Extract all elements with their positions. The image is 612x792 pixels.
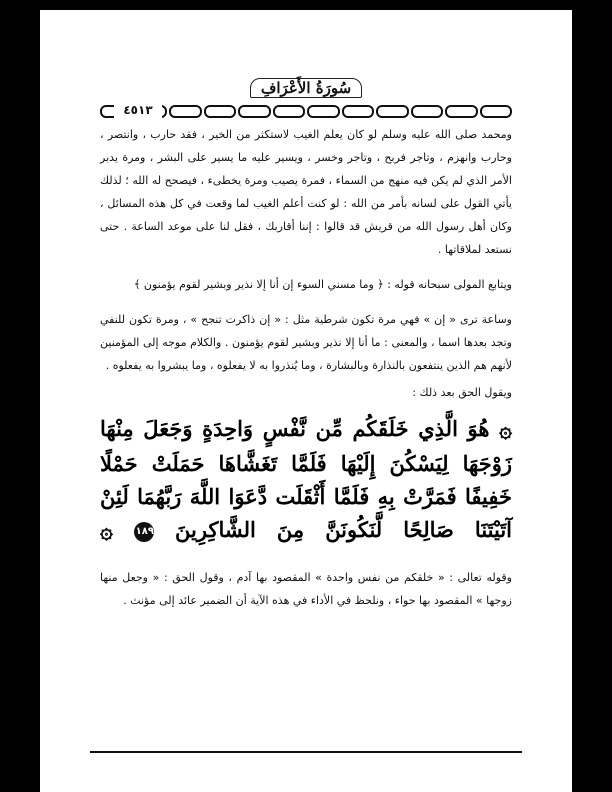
chain-link <box>238 105 271 118</box>
footer-rule <box>90 751 522 753</box>
paragraph-lead-in: ويقول الحق بعد ذلك : <box>412 386 512 399</box>
chain-link <box>342 105 375 118</box>
chain-link <box>480 105 513 118</box>
verse-line-4: آتَيْتَنَا صَالِحًا لَّنَكُونَنَّ مِنَ الشَّاكِرِينَ <box>175 517 513 542</box>
paragraph-intro: ومحمد صلى الله عليه وسلم لو كان يعلم الغيب لاستكثر من الخير ، فقد حارب ، وانتصر ، وحارب وانهزم ، وتاجر فربح ، وتاجر وخسر ، ويسير عليه ما يسير على البشر ، ومرة يدبر الأمر الذي لم يكن فيه منهج من السماء ، فمرة يصيب ومرة يخطىء ، فيصحح له الله ؛ لذلك يأتي القول على لسانه بأمر من الله : لو كنت أعلم الغيب لما وقعت في كل هذه المسائل ، وكان أهل رسول الله من قريش قد قالوا : إننا أقاربك ، فقل لنا على موعد الساعة . حتى نستعد لملاقاتها . <box>100 128 512 256</box>
verse-start-ornament-icon: ۞ <box>499 417 513 443</box>
paragraph-in-explanation: وساعة ترى « إن » فهي مرة تكون شرطية مثل : « إن ذاكرت تنجح » ، ومرة تكون للنفي وتجد بعدها اسما ، والمعنى : ما أنا إلا نذير وبشير لقوم يؤمنون . والكلام موجه إلى المؤمنين لأنهم هم الذين ينتفعون بالنذارة وبالبشارة ، وما يُنذروا به لا يفعلوه ، وما يبشروا به يفعلوه . <box>100 313 512 372</box>
verse-end-ornament-icon: ۞ <box>100 518 113 544</box>
verse-line-1: هُوَ الَّذِي خَلَقَكُم مِّن نَّفْسٍ وَاحِدَةٍ وَجَعَلَ مِنْهَا <box>100 416 490 441</box>
chain-link <box>307 105 340 118</box>
paragraph-verse-quote: ويتابع المولى سبحانه قوله : ﴿ وما مسني السوء إن أنا إلا نذير وبشير لقوم يؤمنون ﴾ <box>133 278 512 291</box>
chain-link <box>169 105 202 118</box>
page-header <box>40 78 572 98</box>
chain-link <box>273 105 306 118</box>
page-number: ٤٥١٣ <box>114 102 162 118</box>
surah-title: سُورَةُ الأَعْرَافِ <box>250 78 362 98</box>
chain-link <box>411 105 444 118</box>
page-sheet <box>40 10 572 792</box>
ayah-number-badge: ١٨٩ <box>134 522 154 542</box>
verse-line-3: خَفِيفًا فَمَرَّتْ بِهِ فَلَمَّا أَثْقَلَت دَّعَوَا اللَّهَ رَبَّهُمَا لَئِنْ <box>100 484 512 509</box>
chain-link <box>376 105 409 118</box>
chain-link <box>204 105 237 118</box>
chain-link <box>445 105 478 118</box>
paragraph-commentary: وقوله تعالى : « خلقكم من نفس واحدة » المقصود بها آدم ، وقول الحق : « وجعل منها زوجها » المقصود بها حواء ، ونلحظ في الأداء في هذه الآية أن الضمير عائد إلى مؤنث . <box>100 571 512 607</box>
quran-verse-block <box>100 412 512 548</box>
page-body <box>100 123 512 612</box>
verse-line-2: زَوْجَهَا لِيَسْكُنَ إِلَيْهَا فَلَمَّا تَغَشَّاهَا حَمَلَتْ حَمْلًا <box>100 451 512 476</box>
